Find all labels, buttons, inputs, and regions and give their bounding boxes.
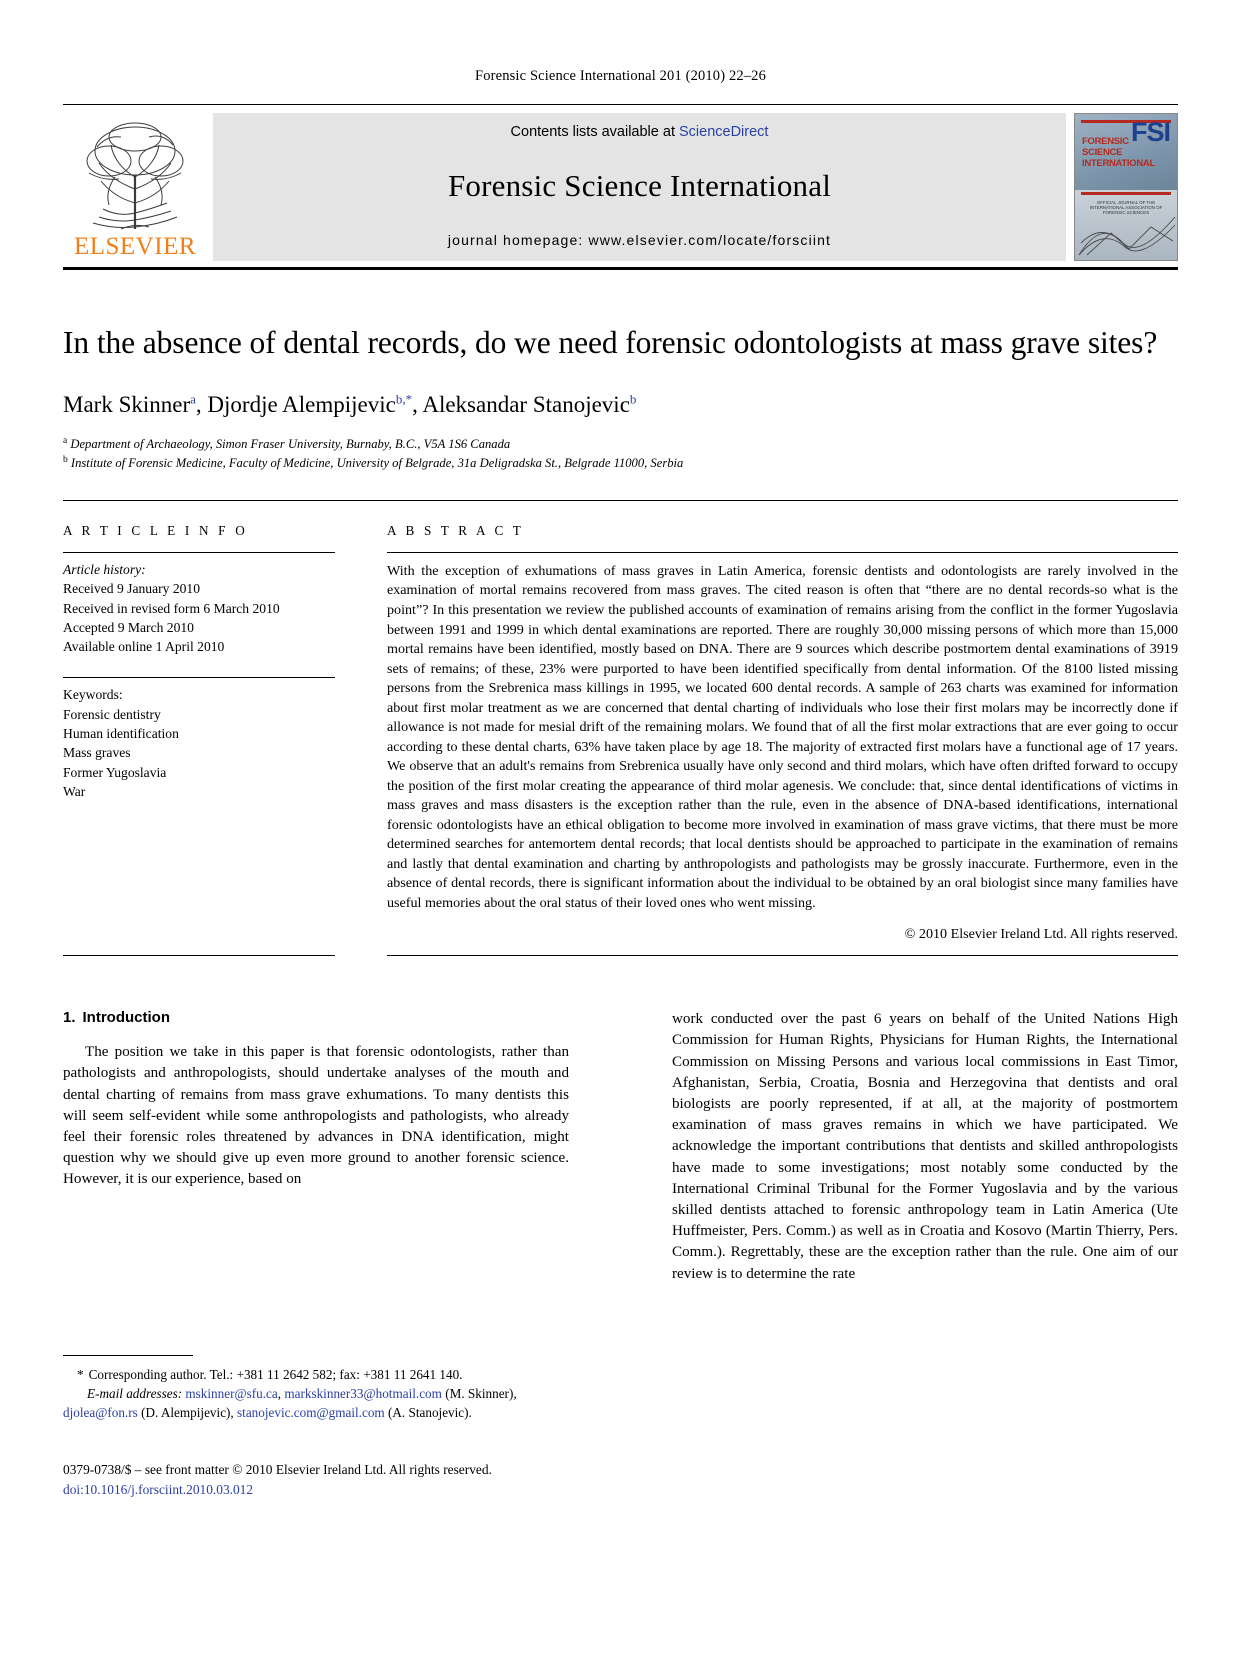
email-addresses-line-1: E-mail addresses: mskinner@sfu.ca, markskinner33@hotmail.com (M. Skinner), — [87, 1386, 517, 1402]
history-item: Available online 1 April 2010 — [63, 639, 225, 655]
keyword-item[interactable]: Forensic dentistry — [63, 706, 161, 722]
author-affiliation-marker[interactable]: b,* — [395, 391, 413, 407]
article-history-block — [63, 553, 335, 656]
body-columns — [63, 1009, 1178, 1285]
issn-copyright-line: 0379-0738/$ – see front matter © 2010 Elsevier Ireland Ltd. All rights reserved. — [63, 1462, 492, 1477]
email-addresses-label: E-mail addresses: — [87, 1386, 183, 1402]
keywords-label: Keywords: — [63, 687, 123, 703]
masthead-bottom-rule — [63, 267, 1178, 270]
affiliation-list — [63, 435, 1178, 473]
footnote-area — [63, 1355, 569, 1422]
keyword-item[interactable]: War — [63, 783, 86, 799]
abstract-bottom-rule — [387, 955, 1178, 956]
cover-fsi-logo: FSI — [1130, 117, 1170, 147]
abstract-heading: A B S T R A C T — [387, 522, 525, 538]
email-link-djolea[interactable]: djolea@fon.rs — [63, 1405, 138, 1421]
author-name: Djordje Alempijevic — [207, 391, 396, 417]
corresponding-author-text: Corresponding author. Tel.: +381 11 2642 582; fax: +381 11 2641 140. — [88, 1367, 463, 1382]
history-item: Received in revised form 6 March 2010 — [63, 600, 280, 616]
elsevier-tree-icon — [69, 117, 201, 233]
journal-homepage[interactable]: journal homepage: www.elsevier.com/locate/forsciint — [447, 232, 832, 248]
email-link-mskinner[interactable]: mskinner@sfu.ca — [185, 1386, 278, 1402]
keywords-block — [63, 678, 335, 801]
body-column-left — [63, 1009, 569, 1285]
info-abstract-region — [63, 500, 1178, 943]
history-item: Received 9 January 2010 — [63, 581, 201, 597]
section-title-text: Introduction — [82, 1009, 170, 1027]
affiliation-marker: a — [63, 435, 68, 446]
keyword-item[interactable]: Former Yugoslavia — [63, 764, 167, 780]
author-affiliation-marker[interactable]: a — [190, 391, 196, 407]
abstract-copyright: © 2010 Elsevier Ireland Ltd. All rights reserved. — [904, 926, 1178, 943]
abstract-text: With the exception of exhumations of mass graves in Latin America, forensic dentists and odontologists are rarely involved in the examination of mortal remains recovered from mass graves. The cited reason is often that “there are no dental records-so what is the point”? In this presentation we review the published accounts of examination of remains arising from the conflict in the former Yugoslavia between 1991 and 1999 in which dental examinations are reported. There are roughly 30,000 missing persons of which more than 15,000 mortal remains have been identified, mostly based on DNA. There are 9 sources which describe postmortem dental examinations of 3919 sets of remains; of these, 23% were purported to have been identified specifically from dental information. Of the 8100 listed missing persons from the Srebrenica mass killings in 1995, we located 600 dental records. A sample of 263 charts was examined for information about first molar treatment as we are concerned that dental charting of individuals who lose their first molars may be incorrectly done if allowance is not made for mesial drift of the remaining molars. We found that of all the first molar extractions that are ever going to occur according to these dental charts, 63% have taken place by age 18. The majority of extracted first molars have a functional age of 17 years. We observe that an adult's remains from Srebrenica usually have only second and third molars, which have often drifted forward to occupy the position of the first molar creating the appearance of third molar agenesis. We conclude: that, since dental identifications of victims in mass graves and mass disasters is the exception rather than the rule, even in the absence of DNA-based identifications, international forensic odontologists have an ethical obligation to become more involved in examination of mass grave victims, that there must be more determined searches for antemortem dental records; that local dentists should be approached to participate in the examination of remains and lastly that dental examination and charting by anthropologists and pathologists may be grossly inaccurate. Furthermore, even in the absence of dental records, there is significant information about the individual to be obtained by an oral biologist since many families have useful memories about the oral status of their loved ones who went missing. — [387, 562, 1178, 911]
intro-paragraph-right: work conducted over the past 6 years on behalf of the United Nations High Commission for Human Rights, Physicians for Human Rights, the International Commission on Missing Persons and various local commissions in East Timor, Afghanistan, Serbia, Croatia, Bosnia and Herzegovina that dentists and oral biologists are poorly represented, if at all, at the majority of postmortem examination of mass graves remains in which we have participated. We acknowledge the important contributions that dentists and skilled anthropologists have made to some investigations; most notably some conducted by the International Criminal Tribunal for the Former Yugoslavia and by the various skilled dentists attached to forensic anthropology team in Latin America (Ute Huffmeister, Pers. Comm.) as well as in Croatia and Kosovo (Martin Thierry, Pers. Comm.). Regrettably, these are the exception rather than the rule. One aim of our review is to determine the rate — [672, 1011, 1178, 1282]
email-link-markskinner33[interactable]: markskinner33@hotmail.com — [284, 1386, 442, 1402]
journal-title: Forensic Science International — [447, 168, 832, 203]
elsevier-logo — [63, 113, 207, 261]
article-info-column — [63, 523, 335, 943]
doi-line — [63, 1480, 623, 1500]
author-list: Mark Skinner$^a$, Djordje Alempijevic$^{b,*}$, Aleksandar Stanojevic$^b$ — [63, 391, 637, 417]
author-name: Aleksandar Stanojevic — [422, 391, 630, 417]
article-info-heading: A R T I C L E I N F O — [63, 522, 248, 538]
history-item: Accepted 9 March 2010 — [63, 619, 194, 635]
abstract-column — [387, 523, 1178, 943]
keyword-item[interactable]: Human identification — [63, 726, 179, 742]
contents-prefix: Contents lists available at — [510, 124, 679, 140]
email-addresses-line-2 — [63, 1403, 569, 1422]
article-history-label: Article history: — [63, 561, 146, 577]
journal-masthead — [63, 104, 1178, 261]
affiliation-item — [63, 454, 1178, 473]
affiliation-marker: b — [63, 454, 68, 465]
footnote-rule — [63, 1355, 193, 1356]
corresponding-author-note — [63, 1365, 569, 1384]
elsevier-wordmark: ELSEVIER — [73, 233, 197, 260]
email-attrib-stanojevic: (A. Stanojevic). — [387, 1405, 472, 1421]
cover-caption: OFFICIAL JOURNAL OF THE INTERNATIONAL ASSOCIATION OF FORENSIC SCIENCES — [1089, 200, 1163, 215]
affiliation-item — [63, 435, 1178, 454]
imprint-block — [63, 1460, 623, 1500]
author-affiliation-marker[interactable]: b — [629, 391, 637, 407]
journal-cover-thumbnail — [1074, 113, 1178, 261]
title-block — [63, 323, 1178, 473]
email-attrib-alempijevic: (D. Alempijevic), — [141, 1405, 234, 1421]
cover-graphic-icon — [1077, 203, 1177, 258]
sciencedirect-link[interactable]: ScienceDirect — [679, 124, 769, 140]
masthead-banner — [213, 113, 1066, 261]
keyword-item[interactable]: Mass graves — [63, 745, 131, 761]
info-bottom-rule — [63, 955, 335, 956]
contents-list-line — [511, 124, 769, 140]
running-head: Forensic Science International 201 (2010) 22–26 — [475, 68, 766, 84]
asterisk-marker: * — [77, 1367, 84, 1382]
author-name: Mark Skinner — [63, 391, 191, 417]
doi-link[interactable]: 10.1016/j.forsciint.2010.03.012 — [83, 1482, 254, 1498]
intro-paragraph-left: The position we take in this paper is that forensic odontologists, rather than pathologists and anthropologists, should undertake analyses of the mouth and dental charting of remains from mass grave exhumations. To many dentists this will seem self-evident while some anthropologists and pathologists, who already feel their forensic roles threatened by advances in DNA identification, might question why we should give up even more ground to another forensic science. However, it is our experience, based on — [63, 1044, 569, 1188]
email-link-stanojevic[interactable]: stanojevic.com@gmail.com — [237, 1405, 385, 1421]
section-number: 1. — [63, 1009, 76, 1027]
doi-label: doi: — [63, 1482, 84, 1498]
cover-title-text: FORENSIC SCIENCE INTERNATIONAL — [1082, 136, 1155, 170]
body-column-right — [672, 1009, 1178, 1285]
info-abstract-bottom-rules — [63, 955, 1178, 956]
affiliation-text: Department of Archaeology, Simon Fraser University, Burnaby, B.C., V5A 1S6 Canada — [70, 437, 511, 452]
affiliation-text: Institute of Forensic Medicine, Faculty of Medicine, University of Belgrade, 31a Deligradska St., Belgrade 11000, Serbia — [70, 456, 684, 471]
section-heading-introduction — [63, 1009, 569, 1026]
email-attrib-skinner: (M. Skinner), — [445, 1386, 517, 1402]
page-title: In the absence of dental records, do we need forensic odontologists at mass grave sites? — [63, 325, 1158, 360]
